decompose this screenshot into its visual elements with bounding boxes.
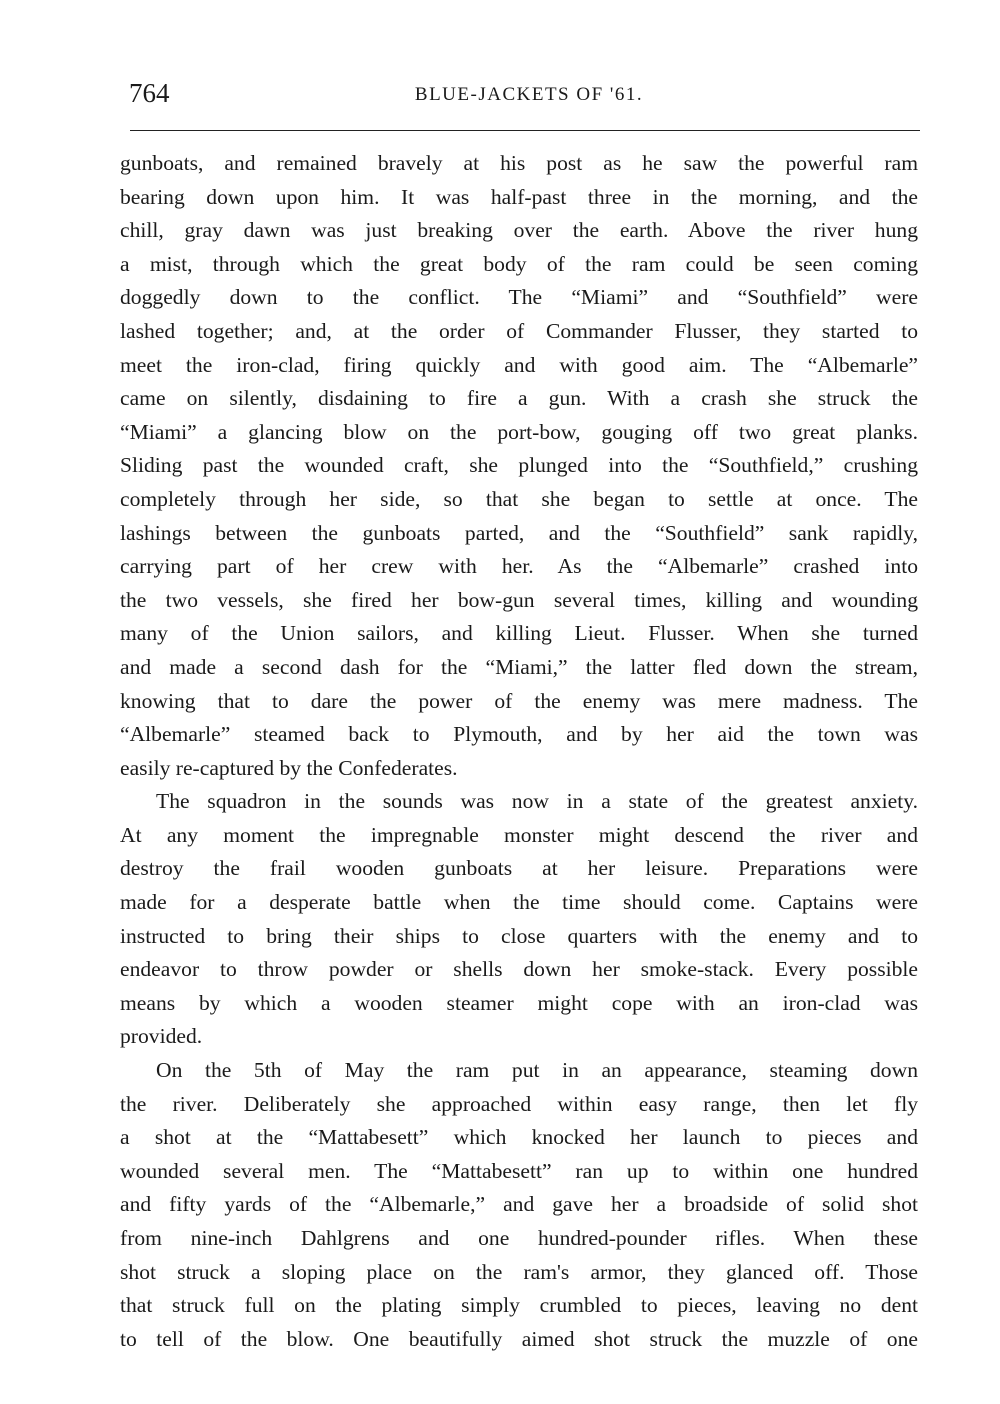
page-number: 764 xyxy=(129,78,170,108)
text-line: the river. Deliberately she approached within easy range, then let fly xyxy=(120,1091,918,1116)
text-line: a mist, through which the great body of the ram could be seen coming xyxy=(120,251,918,276)
header-rule xyxy=(130,130,920,131)
text-line: knowing that to dare the power of the enemy was mere madness. The xyxy=(120,688,918,713)
text-line: bearing down upon him. It was half-past three in the morning, and the xyxy=(120,184,918,209)
text-line: meet the iron-clad, firing quickly and with good aim. The “Albemarle” xyxy=(120,352,918,377)
text-line: On the 5th of May the ram put in an appearance, steaming down xyxy=(156,1058,918,1083)
text-line: completely through her side, so that she began to settle at once. The xyxy=(120,486,918,511)
text-line: lashings between the gunboats parted, and the “Southfield” sank rapidly, xyxy=(120,520,918,545)
text-line: “Albemarle” steamed back to Plymouth, and by her aid the town was xyxy=(120,722,918,747)
text-line: many of the Union sailors, and killing Lieut. Flusser. When she turned xyxy=(120,621,918,646)
text-line: from nine-inch Dahlgrens and one hundred-pounder rifles. When these xyxy=(120,1226,918,1250)
text-line: gunboats, and remained bravely at his post as he saw the powerful ram xyxy=(120,151,918,175)
paragraph-3 xyxy=(120,1054,918,1356)
text-line: easily re-captured by the Confederates. xyxy=(120,755,458,780)
text-line: the two vessels, she fired her bow-gun several times, killing and wounding xyxy=(120,587,918,612)
text-line: destroy the frail wooden gunboats at her leisure. Preparations were xyxy=(120,856,918,881)
text-line: and fifty yards of the “Albemarle,” and gave her a broadside of solid shot xyxy=(120,1192,918,1217)
text-line: provided. xyxy=(120,1024,203,1049)
body-text xyxy=(120,147,918,1356)
text-line: chill, gray dawn was just breaking over the earth. Above the river hung xyxy=(120,218,918,243)
text-line: made for a desperate battle when the time should come. Captains were xyxy=(120,890,918,915)
text-line: lashed together; and, at the order of Commander Flusser, they started to xyxy=(120,318,918,343)
text-line: doggedly down to the conflict. The “Miami” and “Southfield” were xyxy=(120,285,918,310)
paragraph-2 xyxy=(120,785,918,1054)
text-line: a shot at the “Mattabesett” which knocked her launch to pieces and xyxy=(120,1125,918,1150)
text-line: to tell of the blow. One beautifully aimed shot struck the muzzle of one xyxy=(120,1326,918,1351)
text-line: means by which a wooden steamer might cope with an iron-clad was xyxy=(120,990,918,1015)
text-line: “Miami” a glancing blow on the port-bow, gouging off two great planks. xyxy=(120,419,918,444)
text-line: The squadron in the sounds was now in a state of the greatest anxiety. xyxy=(156,789,918,814)
text-line: and made a second dash for the “Miami,” the latter fled down the stream, xyxy=(120,654,918,679)
page-header xyxy=(129,78,919,114)
text-line: that struck full on the plating simply crumbled to pieces, leaving no dent xyxy=(120,1293,918,1318)
text-line: carrying part of her crew with her. As the “Albemarle” crashed into xyxy=(120,554,918,579)
text-line: Sliding past the wounded craft, she plunged into the “Southfield,” crushing xyxy=(120,453,918,478)
text-line: endeavor to throw powder or shells down her smoke-stack. Every possible xyxy=(120,957,918,982)
text-line: wounded several men. The “Mattabesett” ran up to within one hundred xyxy=(120,1158,918,1183)
paragraph-1 xyxy=(120,147,918,785)
running-head: BLUE-JACKETS OF '61. xyxy=(414,84,644,105)
text-line: shot struck a sloping place on the ram's armor, they glanced off. Those xyxy=(120,1259,918,1284)
text-line: At any moment the impregnable monster might descend the river and xyxy=(120,822,918,847)
text-line: came on silently, disdaining to fire a gun. With a crash she struck the xyxy=(120,386,918,411)
text-line: instructed to bring their ships to close quarters with the enemy and to xyxy=(120,923,918,948)
